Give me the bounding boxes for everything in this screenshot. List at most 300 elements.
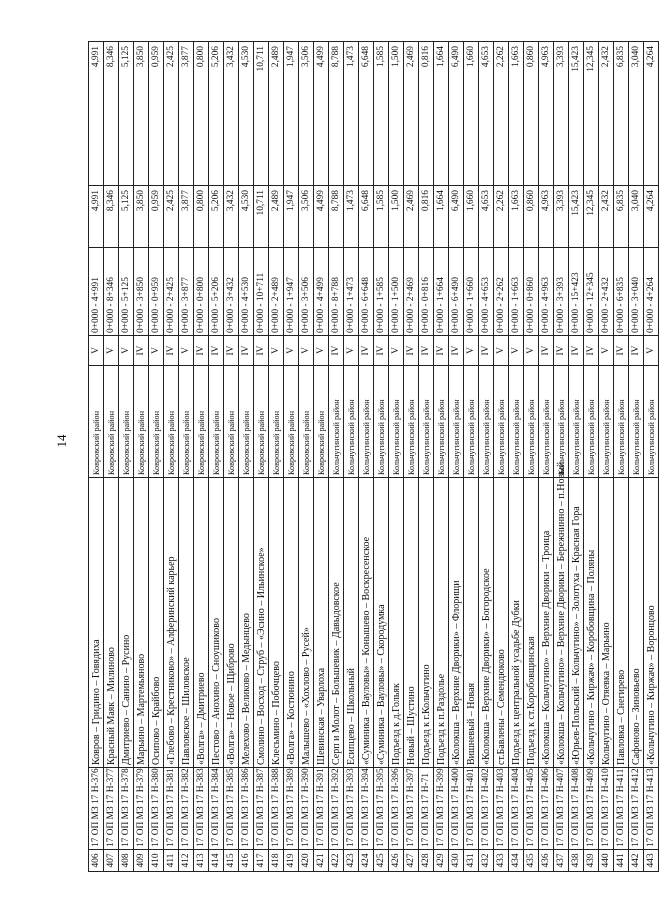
road-category-cell: IV: [224, 336, 239, 366]
table-row: [134, 42, 149, 872]
section-length-cell: 1,500: [389, 186, 404, 248]
table-row: [509, 42, 524, 872]
district-cell: Кольчугинский район: [329, 366, 344, 478]
road-id-cell: 17 ОП МЗ 17 Н-382: [179, 768, 194, 850]
table-row: [479, 42, 494, 872]
road-category-cell: IV: [239, 336, 254, 366]
chainage-range-cell: 0+000 - 1+473: [344, 248, 359, 336]
road-name-cell: Подъезд к ст.Коробовщинская: [524, 478, 539, 768]
total-length-cell: 6,490: [449, 42, 464, 186]
road-id-cell: 17 ОП МЗ 17 Н-389: [284, 768, 299, 850]
road-id-cell: 17 ОП МЗ 17 Н-395: [374, 768, 389, 850]
table-row: [299, 42, 314, 872]
chainage-range-cell: 0+000 - 12+345: [584, 248, 599, 336]
road-name-cell: Кольчугино – Отяевка – Марьино: [599, 478, 614, 768]
total-length-cell: 2,262: [494, 42, 509, 186]
row-number-cell: 420: [299, 850, 314, 872]
road-id-cell: 17 ОП МЗ 17 Н-409: [584, 768, 599, 850]
total-length-cell: 5,206: [209, 42, 224, 186]
section-length-cell: 8,346: [104, 186, 119, 248]
total-length-cell: 2,425: [164, 42, 179, 186]
road-id-cell: 17 ОП МЗ 17 Н-386: [239, 768, 254, 850]
road-id-cell: 17 ОП МЗ 17 Н-400: [449, 768, 464, 850]
road-category-cell: IV: [584, 336, 599, 366]
road-id-cell: 17 ОП МЗ 17 Н-408: [569, 768, 584, 850]
chainage-range-cell: 0+000 - 6+835: [614, 248, 629, 336]
table-row: [614, 42, 629, 872]
row-number-cell: 414: [209, 850, 224, 872]
road-id-cell: 17 ОП МЗ 17 Н-379: [134, 768, 149, 850]
road-id-cell: 17 ОП МЗ 17 Н-411: [614, 768, 629, 850]
row-number-cell: 406: [89, 850, 104, 872]
district-cell: Ковровский район: [164, 366, 179, 478]
road-name-cell: Павловское – Шиловское: [179, 478, 194, 768]
road-name-cell: Вишневый – Новая: [464, 478, 479, 768]
row-number-cell: 431: [464, 850, 479, 872]
road-id-cell: 17 ОП МЗ 17 Н-393: [344, 768, 359, 850]
chainage-range-cell: 0+000 - 2+262: [494, 248, 509, 336]
road-category-cell: V: [314, 336, 329, 366]
chainage-range-cell: 0+000 - 3+393: [554, 248, 569, 336]
row-number-cell: 408: [119, 850, 134, 872]
table-row: [449, 42, 464, 872]
road-category-cell: V: [494, 336, 509, 366]
district-cell: Ковровский район: [269, 366, 284, 478]
district-cell: Кольчугинский район: [374, 366, 389, 478]
row-number-cell: 434: [509, 850, 524, 872]
chainage-range-cell: 0+000 - 8+346: [104, 248, 119, 336]
chainage-range-cell: 0+000 - 4+530: [239, 248, 254, 336]
district-cell: Кольчугинский район: [479, 366, 494, 478]
road-id-cell: 17 ОП МЗ 17 Н-406: [539, 768, 554, 850]
road-category-cell: V: [269, 336, 284, 366]
chainage-range-cell: 0+000 - 1+500: [389, 248, 404, 336]
table-row: [89, 42, 104, 872]
row-number-cell: 442: [629, 850, 644, 872]
table-row: [149, 42, 164, 872]
section-length-cell: 2,425: [164, 186, 179, 248]
total-length-cell: 4,530: [239, 42, 254, 186]
total-length-cell: 3,432: [224, 42, 239, 186]
district-cell: Кольчугинский район: [584, 366, 599, 478]
road-name-cell: «Кольчугино – Киржач» – Воронцово: [644, 478, 659, 768]
table-row: [284, 42, 299, 872]
road-id-cell: 17 ОП МЗ 17 Н-404: [509, 768, 524, 850]
road-category-cell: IV: [404, 336, 419, 366]
section-length-cell: 0,816: [419, 186, 434, 248]
road-name-cell: Клесьмино – Побочцево: [269, 478, 284, 768]
road-name-cell: Малышево – «Хохлово – Русей»: [299, 478, 314, 768]
district-cell: Ковровский район: [314, 366, 329, 478]
road-category-cell: V: [644, 336, 659, 366]
row-number-cell: 424: [359, 850, 374, 872]
chainage-range-cell: 0+000 - 1+664: [434, 248, 449, 336]
total-length-cell: 2,469: [404, 42, 419, 186]
section-length-cell: 4,653: [479, 186, 494, 248]
section-length-cell: 1,473: [344, 186, 359, 248]
table-row: [389, 42, 404, 872]
road-category-cell: IV: [359, 336, 374, 366]
table-row: [524, 42, 539, 872]
road-id-cell: 17 ОП МЗ 17 Н-405: [524, 768, 539, 850]
chainage-range-cell: 0+000 - 0+800: [194, 248, 209, 336]
road-category-cell: V: [104, 336, 119, 366]
road-name-cell: Красный Маяк – Милиново: [104, 478, 119, 768]
road-category-cell: IV: [614, 336, 629, 366]
road-name-cell: «Волга» – Костюнино: [284, 478, 299, 768]
road-name-cell: Марьино – Мартемьяново: [134, 478, 149, 768]
road-category-cell: IV: [254, 336, 269, 366]
district-cell: Кольчугинский район: [644, 366, 659, 478]
chainage-range-cell: 0+000 - 2+489: [269, 248, 284, 336]
district-cell: Кольчугинский район: [344, 366, 359, 478]
road-id-cell: 17 ОП МЗ 17 Н-377: [104, 768, 119, 850]
section-length-cell: 1,585: [374, 186, 389, 248]
road-category-cell: IV: [374, 336, 389, 366]
table-row: [419, 42, 434, 872]
total-length-cell: 8,346: [104, 42, 119, 186]
road-category-cell: V: [389, 336, 404, 366]
road-category-cell: V: [599, 336, 614, 366]
road-category-cell: IV: [449, 336, 464, 366]
row-number-cell: 425: [374, 850, 389, 872]
section-length-cell: 2,489: [269, 186, 284, 248]
chainage-range-cell: 0+000 - 3+877: [179, 248, 194, 336]
chainage-range-cell: 0+000 - 0+816: [419, 248, 434, 336]
district-cell: Кольчугинский район: [554, 366, 569, 478]
chainage-range-cell: 0+000 - 0+860: [524, 248, 539, 336]
chainage-range-cell: 0+000 - 4+963: [539, 248, 554, 336]
road-id-cell: 17 ОП МЗ 17 Н-390: [299, 768, 314, 850]
road-name-cell: Есипцево – Школьный: [344, 478, 359, 768]
section-length-cell: 2,262: [494, 186, 509, 248]
row-number-cell: 421: [314, 850, 329, 872]
table-row: [434, 42, 449, 872]
table-body: [89, 42, 659, 872]
table-row: [404, 42, 419, 872]
district-cell: Кольчугинский район: [389, 366, 404, 478]
chainage-range-cell: 0+000 - 1+660: [464, 248, 479, 336]
table-row: [269, 42, 284, 872]
road-category-cell: IV: [329, 336, 344, 366]
row-number-cell: 412: [179, 850, 194, 872]
row-number-cell: 407: [104, 850, 119, 872]
row-number-cell: 439: [584, 850, 599, 872]
road-category-cell: V: [464, 336, 479, 366]
road-name-cell: «Колокша – Верхние Дворики» – Богородское: [479, 478, 494, 768]
district-cell: Ковровский район: [284, 366, 299, 478]
table-row: [119, 42, 134, 872]
row-number-cell: 415: [224, 850, 239, 872]
district-cell: Ковровский район: [194, 366, 209, 478]
district-cell: Ковровский район: [119, 366, 134, 478]
section-length-cell: 0,800: [194, 186, 209, 248]
row-number-cell: 441: [614, 850, 629, 872]
table-row: [239, 42, 254, 872]
road-category-cell: IV: [629, 336, 644, 366]
total-length-cell: 1,663: [509, 42, 524, 186]
district-cell: Кольчугинский район: [419, 366, 434, 478]
road-name-cell: Дмитриево – Санино – Русино: [119, 478, 134, 768]
chainage-range-cell: 0+000 - 6+490: [449, 248, 464, 336]
district-cell: Ковровский район: [134, 366, 149, 478]
row-number-cell: 428: [419, 850, 434, 872]
total-length-cell: 4,264: [644, 42, 659, 186]
total-length-cell: 6,648: [359, 42, 374, 186]
road-category-cell: IV: [209, 336, 224, 366]
road-name-cell: Смолино – Восход – Струб – «Эсино – Ильинское»: [254, 478, 269, 768]
road-name-cell: «Волга» – Дмитриево: [194, 478, 209, 768]
row-number-cell: 422: [329, 850, 344, 872]
road-id-cell: 17 ОП МЗ 17 Н-399: [434, 768, 449, 850]
chainage-range-cell: 0+000 - 1+663: [509, 248, 524, 336]
district-cell: Кольчугинский район: [449, 366, 464, 478]
total-length-cell: 10,711: [254, 42, 269, 186]
district-cell: Кольчугинский район: [494, 366, 509, 478]
road-category-cell: V: [149, 336, 164, 366]
road-id-cell: 17 ОП МЗ 17 Н-380: [149, 768, 164, 850]
road-id-cell: 17 ОП МЗ 17 Н-397: [404, 768, 419, 850]
total-length-cell: 0,959: [149, 42, 164, 186]
total-length-cell: 0,800: [194, 42, 209, 186]
total-length-cell: 6,835: [614, 42, 629, 186]
chainage-range-cell: 0+000 - 4+653: [479, 248, 494, 336]
total-length-cell: 3,850: [134, 42, 149, 186]
table-row: [359, 42, 374, 872]
section-length-cell: 5,125: [119, 186, 134, 248]
section-length-cell: 6,648: [359, 186, 374, 248]
row-number-cell: 411: [164, 850, 179, 872]
row-number-cell: 440: [599, 850, 614, 872]
road-name-cell: «Волга» – Новое – Щиброво: [224, 478, 239, 768]
row-number-cell: 436: [539, 850, 554, 872]
district-cell: Ковровский район: [254, 366, 269, 478]
section-length-cell: 12,345: [584, 186, 599, 248]
table-row: [629, 42, 644, 872]
table-row: [464, 42, 479, 872]
section-length-cell: 4,991: [89, 186, 104, 248]
row-number-cell: 423: [344, 850, 359, 872]
row-number-cell: 435: [524, 850, 539, 872]
section-length-cell: 3,506: [299, 186, 314, 248]
road-id-cell: 17 ОП МЗ 17 Н-413: [644, 768, 659, 850]
road-id-cell: 17 ОП МЗ 17 Н-407: [554, 768, 569, 850]
chainage-range-cell: 0+000 - 2+469: [404, 248, 419, 336]
section-length-cell: 2,469: [404, 186, 419, 248]
section-length-cell: 10,711: [254, 186, 269, 248]
total-length-cell: 1,660: [464, 42, 479, 186]
table-row: [194, 42, 209, 872]
section-length-cell: 0,860: [524, 186, 539, 248]
table-row: [179, 42, 194, 872]
road-name-cell: ст.Бавлены – Семендюково: [494, 478, 509, 768]
row-number-cell: 410: [149, 850, 164, 872]
row-number-cell: 427: [404, 850, 419, 872]
section-length-cell: 15,423: [569, 186, 584, 248]
total-length-cell: 4,653: [479, 42, 494, 186]
district-cell: Ковровский район: [224, 366, 239, 478]
road-id-cell: 17 ОП МЗ 17 Н-381: [164, 768, 179, 850]
road-name-cell: Мелехово – Великово – Медынцево: [239, 478, 254, 768]
total-length-cell: 1,473: [344, 42, 359, 186]
total-length-cell: 8,788: [329, 42, 344, 186]
chainage-range-cell: 0+000 - 5+206: [209, 248, 224, 336]
table-row: [494, 42, 509, 872]
total-length-cell: 0,816: [419, 42, 434, 186]
row-number-cell: 413: [194, 850, 209, 872]
road-name-cell: «Глебово – Крестниково» – Алферинский карьер: [164, 478, 179, 768]
road-id-cell: 17 ОП МЗ 17 Н-394: [359, 768, 374, 850]
total-length-cell: 3,877: [179, 42, 194, 186]
section-length-cell: 2,432: [599, 186, 614, 248]
road-category-cell: V: [509, 336, 524, 366]
road-name-cell: Пестово – Анохино – Сноушиково: [209, 478, 224, 768]
road-id-cell: 17 ОП МЗ 17 Н-402: [479, 768, 494, 850]
chainage-range-cell: 0+000 - 15+423: [569, 248, 584, 336]
road-category-cell: IV: [539, 336, 554, 366]
section-length-cell: 4,530: [239, 186, 254, 248]
road-category-cell: V: [119, 336, 134, 366]
table-row: [554, 42, 569, 872]
district-cell: Ковровский район: [299, 366, 314, 478]
section-length-cell: 3,040: [629, 186, 644, 248]
chainage-range-cell: 0+000 - 1+585: [374, 248, 389, 336]
district-cell: Ковровский район: [179, 366, 194, 478]
section-length-cell: 4,264: [644, 186, 659, 248]
rotated-table-wrapper: [88, 42, 657, 872]
road-id-cell: 17 ОП МЗ 17 Н-412: [629, 768, 644, 850]
row-number-cell: 429: [434, 850, 449, 872]
district-cell: Кольчугинский район: [569, 366, 584, 478]
row-number-cell: 409: [134, 850, 149, 872]
district-cell: Ковровский район: [89, 366, 104, 478]
chainage-range-cell: 0+000 - 3+850: [134, 248, 149, 336]
road-id-cell: 17 ОП МЗ 17 Н-376: [89, 768, 104, 850]
total-length-cell: 1,585: [374, 42, 389, 186]
section-length-cell: 1,947: [284, 186, 299, 248]
district-cell: Кольчугинский район: [359, 366, 374, 478]
section-length-cell: 6,835: [614, 186, 629, 248]
section-length-cell: 3,432: [224, 186, 239, 248]
road-category-cell: V: [284, 336, 299, 366]
road-name-cell: «Колокша – Кольчугино» – Верхние Дворики – Бережнинно – п.Новый: [554, 478, 569, 768]
row-number-cell: 433: [494, 850, 509, 872]
total-length-cell: 15,423: [569, 42, 584, 186]
road-category-cell: IV: [569, 336, 584, 366]
road-id-cell: 17 ОП МЗ 17 Н-383: [194, 768, 209, 850]
chainage-range-cell: 0+000 - 6+648: [359, 248, 374, 336]
district-cell: Кольчугинский район: [509, 366, 524, 478]
row-number-cell: 426: [389, 850, 404, 872]
road-name-cell: Подъезд к г.Кольчугино: [419, 478, 434, 768]
table-row: [164, 42, 179, 872]
table-row: [644, 42, 659, 872]
chainage-range-cell: 0+000 - 4+264: [644, 248, 659, 336]
district-cell: Кольчугинский район: [629, 366, 644, 478]
road-id-cell: 17 ОП МЗ 17 Н-378: [119, 768, 134, 850]
section-length-cell: 4,963: [539, 186, 554, 248]
section-length-cell: 6,490: [449, 186, 464, 248]
road-category-cell: IV: [134, 336, 149, 366]
district-cell: Ковровский район: [104, 366, 119, 478]
road-category-cell: IV: [434, 336, 449, 366]
road-id-cell: 17 ОП МЗ 17 Н-401: [464, 768, 479, 850]
table-row: [374, 42, 389, 872]
section-length-cell: 5,206: [209, 186, 224, 248]
chainage-range-cell: 0+000 - 2+425: [164, 248, 179, 336]
road-category-cell: V: [89, 336, 104, 366]
road-id-cell: 17 ОП МЗ 17 Н-387: [254, 768, 269, 850]
row-number-cell: 438: [569, 850, 584, 872]
road-id-cell: 17 ОП МЗ 17 Н-388: [269, 768, 284, 850]
row-number-cell: 418: [269, 850, 284, 872]
road-category-cell: V: [524, 336, 539, 366]
road-name-cell: Подъезд к центральной усадьбе Дубки: [509, 478, 524, 768]
section-length-cell: 1,664: [434, 186, 449, 248]
chainage-range-cell: 0+000 - 4+991: [89, 248, 104, 336]
road-id-cell: 17 ОП МЗ 17 Н-71: [419, 768, 434, 850]
district-cell: Кольчугинский район: [599, 366, 614, 478]
road-name-cell: «Колокша – Кольчугино» – Верхние Дворики – Троица: [539, 478, 554, 768]
chainage-range-cell: 0+000 - 3+506: [299, 248, 314, 336]
road-name-cell: «Юрьев-Польский – Кольчугино» – Золотуха – Красная Гора: [569, 478, 584, 768]
section-length-cell: 4,499: [314, 186, 329, 248]
total-length-cell: 4,963: [539, 42, 554, 186]
table-row: [599, 42, 614, 872]
table-row: [329, 42, 344, 872]
total-length-cell: 4,991: [89, 42, 104, 186]
district-cell: Кольчугинский район: [404, 366, 419, 478]
table-row: [584, 42, 599, 872]
section-length-cell: 0,959: [149, 186, 164, 248]
total-length-cell: 1,947: [284, 42, 299, 186]
table-row: [314, 42, 329, 872]
chainage-range-cell: 0+000 - 0+959: [149, 248, 164, 336]
district-cell: Ковровский район: [239, 366, 254, 478]
row-number-cell: 417: [254, 850, 269, 872]
page-number: 14: [54, 434, 69, 448]
road-category-cell: V: [344, 336, 359, 366]
table-row: [104, 42, 119, 872]
district-cell: Ковровский район: [149, 366, 164, 478]
total-length-cell: 12,345: [584, 42, 599, 186]
district-cell: Кольчугинский район: [434, 366, 449, 478]
row-number-cell: 430: [449, 850, 464, 872]
road-id-cell: 17 ОП МЗ 17 Н-396: [389, 768, 404, 850]
table-row: [569, 42, 584, 872]
road-id-cell: 17 ОП МЗ 17 Н-392: [329, 768, 344, 850]
section-length-cell: 1,660: [464, 186, 479, 248]
total-length-cell: 5,125: [119, 42, 134, 186]
district-cell: Кольчугинский район: [539, 366, 554, 478]
total-length-cell: 2,432: [599, 42, 614, 186]
row-number-cell: 419: [284, 850, 299, 872]
road-name-cell: Осипово – Крайбово: [149, 478, 164, 768]
road-name-cell: Сафоново – Зиновьево: [629, 478, 644, 768]
road-name-cell: Новый – Шустино: [404, 478, 419, 768]
chainage-range-cell: 0+000 - 3+040: [629, 248, 644, 336]
table-row: [539, 42, 554, 872]
section-length-cell: 3,877: [179, 186, 194, 248]
road-category-cell: IV: [554, 336, 569, 366]
table-row: [224, 42, 239, 872]
road-name-cell: Шевинская – Уварлоха: [314, 478, 329, 768]
road-name-cell: Серп и Молот – Большевик – Давыдовское: [329, 478, 344, 768]
roads-table: [88, 41, 659, 872]
table-row: [209, 42, 224, 872]
section-length-cell: 3,393: [554, 186, 569, 248]
row-number-cell: 416: [239, 850, 254, 872]
